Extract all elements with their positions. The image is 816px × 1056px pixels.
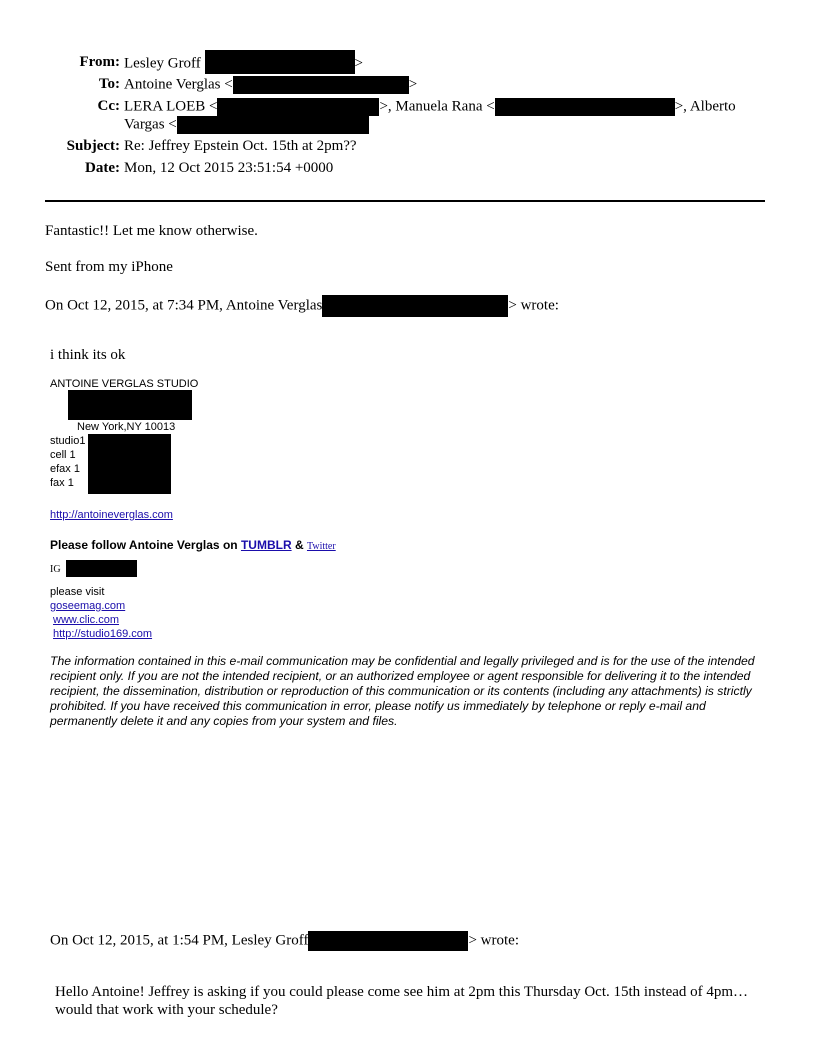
cc-name-c: >, Alberto [674,98,736,115]
cc-label: Cc: [97,98,120,114]
subject-value: Re: Jeffrey Epstein Oct. 15th at 2pm?? [124,138,357,154]
redaction-box [177,116,369,134]
website-link[interactable]: http://antoineverglas.com [50,509,173,521]
from-name: Lesley Groff [124,55,201,72]
cell-label: cell 1 [50,449,76,461]
efax-label: efax 1 [50,463,80,475]
quote-header-1 [45,295,559,317]
goseemag-link[interactable]: goseemag.com [50,600,126,612]
quoted-message: Hello Antoine! Jeffrey is asking if you could please come see him at 2pm this Thursday Oct. 15th instead of 4pm…would that work with your schedule? [55,984,749,1018]
follow-line [50,538,336,552]
from-label: From: [79,54,120,70]
subject-label: Subject: [66,138,120,154]
redaction-box [322,295,508,317]
cc-value-line1 [124,98,736,116]
to-name: Antoine Verglas < [124,76,233,93]
quote-header-1-prefix: On Oct 12, 2015, at 7:34 PM, Antoine Verglas [45,297,323,314]
studio-city: New York,NY 10013 [77,421,176,433]
date-value: Mon, 12 Oct 2015 23:51:54 +0000 [124,160,334,176]
redaction-box [217,98,379,116]
close-bracket: > [354,55,363,72]
cc-name-b: >, Manuela Rana < [379,98,495,115]
to-value [124,76,417,94]
redaction-box [66,560,137,577]
from-value [124,54,363,74]
redaction-box [308,931,468,951]
redaction-box [68,390,192,420]
clic-link[interactable]: www.clic.com [53,614,120,626]
please-visit: please visit [50,586,105,598]
quote-header-2-suffix: > wrote: [468,932,519,949]
redaction-box [495,98,675,116]
redaction-box [88,434,171,494]
studio-name: ANTOINE VERGLAS STUDIO [50,378,199,390]
cc-name-a: LERA LOEB < [124,98,218,115]
tumblr-link[interactable]: TUMBLR [240,538,292,552]
redaction-box [233,76,409,94]
follow-text: Please follow Antoine Verglas on [50,538,238,552]
cc-value-line2 [124,116,369,134]
quote-header-1-suffix: > wrote: [508,297,559,314]
quote-header-2-prefix: On Oct 12, 2015, at 1:54 PM, Lesley Groff [50,932,309,949]
close-bracket: > [408,76,418,93]
ig-label: IG [50,564,61,575]
twitter-link[interactable]: Twitter [306,541,336,552]
redaction-box [205,50,355,74]
body-line-iphone: Sent from my iPhone [45,259,173,275]
reply-text: i think its ok [50,347,126,363]
quote-header-2 [50,931,519,951]
fax-label: fax 1 [50,477,74,489]
studio-phone-label: studio1 [50,435,86,447]
body-line-fantastic: Fantastic!! Let me know otherwise. [45,223,258,239]
to-label: To: [98,76,120,92]
ampersand: & [294,538,304,552]
header-divider [45,200,765,202]
studio169-link[interactable]: http://studio169.com [53,628,153,640]
confidentiality-disclaimer: The information contained in this e-mail communication may be confidential and legally privileged and is for the use of the intended recipient only. If you are not the intended recipient, or an authorized employee or agent responsible for delivering it to the intended recipient, the dissemination, distribution or reproduction of this communication or its contents (including any attachments) is strictly prohibited. If you have received this communication in error, please notify us immediately by telephone or reply e-mail and permanently delete it and any copies from your system and files. [50,654,755,728]
date-label: Date: [85,160,120,176]
cc-name-d: Vargas < [124,116,177,133]
